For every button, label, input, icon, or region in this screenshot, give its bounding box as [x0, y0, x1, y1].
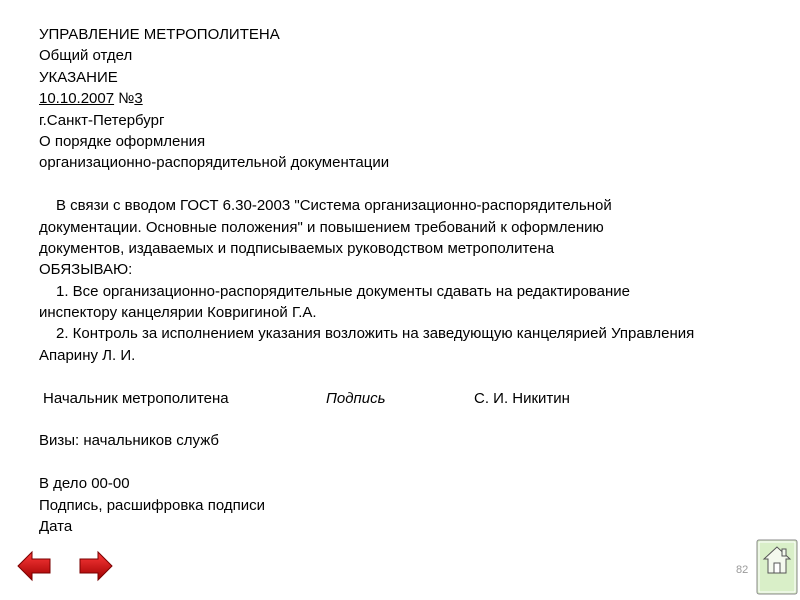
- sign-decode: Подпись, расшифровка подписи: [39, 496, 265, 514]
- file-note: В дело 00-00: [39, 475, 130, 493]
- org-name: УПРАВЛЕНИЕ МЕТРОПОЛИТЕНА: [39, 26, 280, 43]
- spacer: [39, 409, 779, 430]
- arrow-left-icon: [17, 550, 51, 582]
- spacer: [39, 174, 779, 195]
- signature-row: [39, 388, 779, 409]
- number-prefix: №: [114, 90, 135, 108]
- doc-type: УКАЗАНИЕ: [39, 68, 118, 86]
- arrow-right-icon: [79, 550, 113, 582]
- body-line-2: документации. Основные положения" и повышением требований к оформлению: [39, 218, 604, 236]
- subject-line-2: организационно-распорядительной документации: [39, 154, 390, 172]
- document-body: [39, 24, 779, 537]
- home-button[interactable]: [756, 539, 798, 595]
- item-2-line-1: 2. Контроль за исполнением указания возложить на заведующую канцелярией Управления: [56, 325, 695, 343]
- prev-slide-button[interactable]: [17, 550, 51, 582]
- doc-date: 10.10.2007: [39, 90, 115, 108]
- visas: Визы: начальников служб: [39, 432, 219, 450]
- spacer: [39, 452, 779, 473]
- item-2-line-2: Апарину Л. И.: [39, 346, 136, 364]
- signer-position: Начальник метрополитена: [43, 389, 229, 407]
- date-number-line: [39, 88, 779, 109]
- body-line-1: В связи с вводом ГОСТ 6.30-2003 "Система организационно-распорядительной: [56, 197, 612, 215]
- subject-line-1: О порядке оформления: [39, 132, 206, 150]
- home-icon: [756, 539, 798, 595]
- city: г.Санкт-Петербург: [39, 111, 165, 129]
- doc-number: 3: [134, 90, 143, 108]
- body-line-3: документов, издаваемых и подписываемых руководством метрополитена: [39, 239, 555, 257]
- spacer: [39, 366, 779, 387]
- signer-name: С. И. Никитин: [474, 389, 570, 407]
- date-label: Дата: [39, 517, 73, 535]
- department: Общий отдел: [39, 47, 133, 65]
- item-1-line-1: 1. Все организационно-распорядительные документы сдавать на редактирование: [56, 282, 630, 300]
- page-number: 82: [736, 564, 749, 576]
- next-slide-button[interactable]: [79, 550, 113, 582]
- obligate-heading: ОБЯЗЫВАЮ:: [39, 261, 133, 279]
- signature-label: Подпись: [326, 389, 386, 407]
- item-1-line-2: инспектору канцелярии Ковригиной Г.А.: [39, 304, 317, 322]
